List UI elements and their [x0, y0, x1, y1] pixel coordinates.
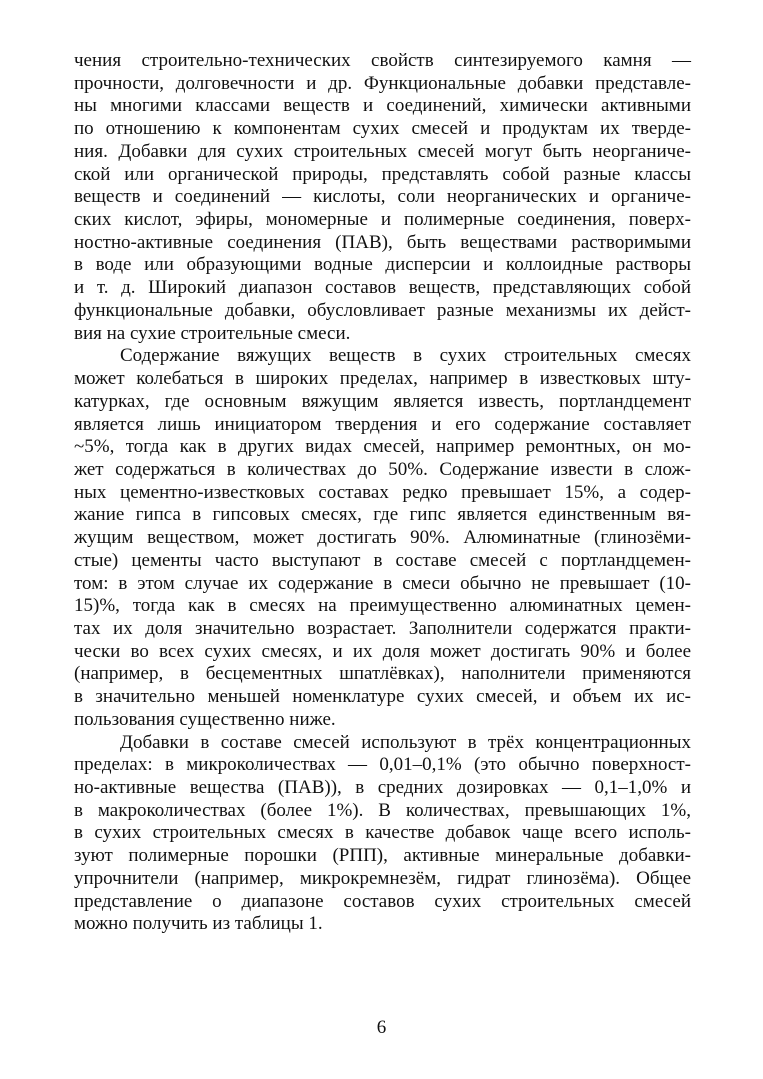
text-line: является лишь инициатором твердения и его содержание составляет	[74, 413, 691, 435]
text-line: по отношению к компонентам сухих смесей и продуктам их тверде-	[74, 118, 691, 140]
text-line: можно получить из таблицы 1.	[74, 913, 323, 935]
text-line: веществ и соединений — кислоты, соли неорганических и органиче-	[74, 186, 691, 208]
text-line: Добавки в составе смесей используют в трёх концентрационных	[120, 731, 691, 753]
text-line: ных цементно-известковых составах редко превышает 15%, а содер-	[74, 481, 691, 503]
text-line: может колебаться в широких пределах, например в известковых шту-	[74, 368, 691, 390]
text-line: в макроколичествах (более 1%). В количествах, превышающих 1%,	[74, 799, 691, 821]
text-line: пределах: в микроколичествах — 0,01–0,1% (это обычно поверхност-	[74, 754, 691, 776]
paragraph-1	[74, 50, 691, 345]
page-number: 6	[376, 1017, 387, 1038]
text-line: в воде или образующими водные дисперсии и коллоидные растворы	[74, 254, 691, 276]
text-line: том: в этом случае их содержание в смеси обычно не превышает (10-	[74, 572, 691, 594]
page-body	[74, 50, 691, 936]
text-line: но-активные вещества (ПАВ)), в средних дозировках — 0,1–1,0% и	[74, 777, 691, 798]
text-line: ния. Добавки для сухих строительных смесей могут быть неорганиче-	[74, 140, 691, 162]
text-line: чения строительно-технических свойств синтезируемого камня —	[74, 50, 691, 71]
text-line: ской или органической природы, представлять собой разные классы	[74, 163, 691, 185]
text-line: представление о диапазоне составов сухих строительных смесей	[74, 890, 691, 912]
text-line: ~5%, тогда как в других видах смесей, например ремонтных, он мо-	[74, 436, 691, 458]
text-line: 15)%, тогда как в смесях на преимущественно алюминатных цемен-	[74, 595, 691, 617]
text-line: Содержание вяжущих веществ в сухих строительных смесях	[120, 345, 691, 367]
text-line: в сухих строительных смесях в качестве добавок чаще всего исполь-	[74, 822, 691, 844]
text-line: вия на сухие строительные смеси.	[74, 322, 351, 344]
text-line: жание гипса в гипсовых смесях, где гипс является единственным вя-	[74, 504, 691, 526]
text-line: катурках, где основным вяжущим является известь, портландцемент	[74, 390, 691, 412]
text-line: в значительно меньшей номенклатуре сухих смесей, и объем их ис-	[74, 686, 691, 708]
paragraph-3	[74, 732, 691, 936]
text-line: ны многими классами веществ и соединений, химически активными	[74, 95, 691, 117]
text-line: (например, в бесцементных шпатлёвках), наполнители применяются	[74, 663, 691, 685]
text-line: ностно-активные соединения (ПАВ), быть веществами растворимыми	[74, 231, 691, 253]
text-line: тах их доля значительно возрастает. Заполнители содержатся практи-	[74, 617, 691, 639]
text-line: и т. д. Широкий диапазон составов веществ, представляющих собой	[74, 277, 691, 299]
paragraph-2	[74, 345, 691, 731]
text-line: жущим веществом, может достигать 90%. Алюминатные (глинозёми-	[74, 527, 691, 549]
text-line: пользования существенно ниже.	[74, 708, 336, 730]
text-line: жет содержаться в количествах до 50%. Содержание извести в слож-	[74, 458, 691, 480]
text-line: прочности, долговечности и др. Функциональные добавки представле-	[74, 72, 691, 94]
text-line: ских кислот, эфиры, мономерные и полимерные соединения, поверх-	[74, 209, 691, 231]
text-line: чески во всех сухих смесях, и их доля может достигать 90% и более	[74, 640, 691, 662]
text-line: стые) цементы часто выступают в составе смесей с портландцемен-	[74, 549, 691, 571]
text-line: функциональные добавки, обусловливает разные механизмы их дейст-	[74, 299, 691, 321]
text-line: упрочнители (например, микрокремнезём, гидрат глинозёма). Общее	[74, 867, 691, 889]
text-line: зуют полимерные порошки (РПП), активные минеральные добавки-	[74, 845, 691, 867]
